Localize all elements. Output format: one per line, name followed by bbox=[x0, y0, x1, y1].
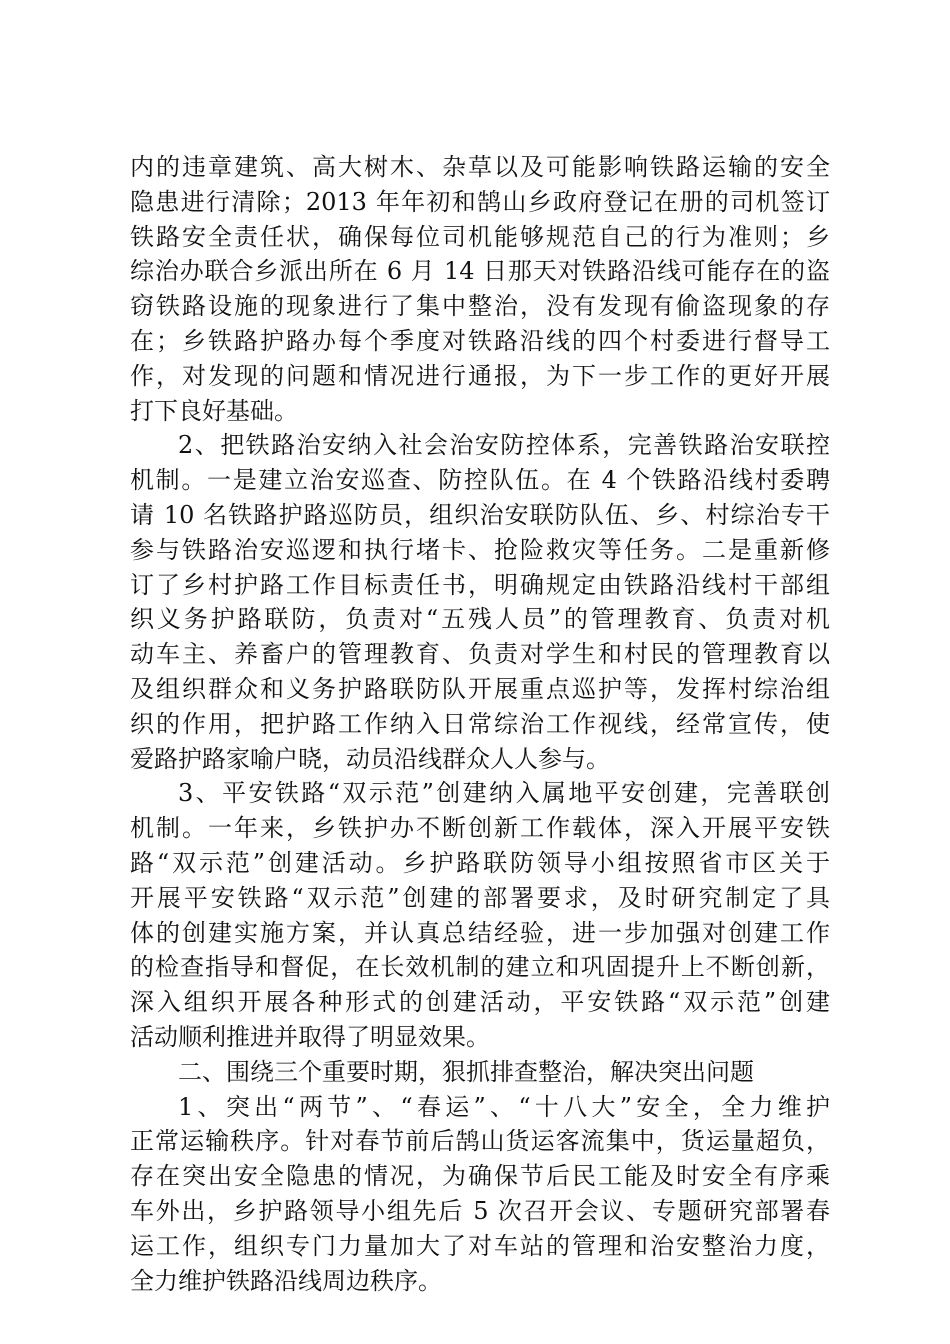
text-line: 作，对发现的问题和情况进行通报，为下一步工作的更好开展 bbox=[130, 361, 830, 390]
text-line: 综治办联合乡派出所在 6 月 14 日那天对铁路沿线可能存在的盗 bbox=[130, 257, 830, 286]
text-line: 参与铁路治安巡逻和执行堵卡、抢险救灾等任务。二是重新修 bbox=[130, 535, 830, 564]
text-line: 织义务护路联防，负责对“五残人员”的管理教育、负责对机 bbox=[130, 605, 830, 634]
text-line: 爱路护路家喻户晓，动员沿线群众人人参与。 bbox=[130, 744, 610, 773]
text-line: 隐患进行清除；2013 年年初和鹄山乡政府登记在册的司机签订 bbox=[130, 187, 830, 216]
section-heading: 二、围绕三个重要时期，狠抓排查整治，解决突出问题 bbox=[178, 1057, 754, 1086]
text-line: 窃铁路设施的现象进行了集中整治，没有发现有偷盗现象的存 bbox=[130, 292, 830, 321]
paragraph-first-line: 1、突出“两节”、“春运”、“十八大”安全，全力维护 bbox=[178, 1092, 830, 1121]
text-line: 请 10 名铁路护路巡防员，组织治安联防队伍、乡、村综治专干 bbox=[130, 500, 830, 529]
text-line: 打下良好基础。 bbox=[130, 396, 298, 425]
text-line: 深入组织开展各种形式的创建活动，平安铁路“双示范”创建 bbox=[130, 988, 830, 1017]
text-line: 铁路安全责任状，确保每位司机能够规范自己的行为准则；乡 bbox=[130, 222, 830, 251]
text-line: 活动顺利推进并取得了明显效果。 bbox=[130, 1022, 490, 1051]
text-line: 机制。一是建立治安巡查、防控队伍。在 4 个铁路沿线村委聘 bbox=[130, 466, 830, 495]
text-line: 内的违章建筑、高大树木、杂草以及可能影响铁路运输的安全 bbox=[130, 153, 830, 181]
text-line: 全力维护铁路沿线周边秩序。 bbox=[130, 1266, 442, 1295]
text-line: 开展平安铁路“双示范”创建的部署要求，及时研究制定了具 bbox=[130, 883, 830, 912]
text-line: 织的作用，把护路工作纳入日常综治工作视线，经常宣传，使 bbox=[130, 709, 830, 738]
text-line: 正常运输秩序。针对春节前后鹄山货运客流集中，货运量超负， bbox=[130, 1127, 830, 1156]
text-line: 车外出，乡护路领导小组先后 5 次召开会议、专题研究部署春 bbox=[130, 1196, 830, 1225]
text-line: 的检查指导和督促，在长效机制的建立和巩固提升上不断创新， bbox=[130, 953, 830, 982]
text-line: 订了乡村护路工作目标责任书，明确规定由铁路沿线村干部组 bbox=[130, 570, 830, 599]
text-line: 运工作，组织专门力量加大了对车站的管理和治安整治力度， bbox=[130, 1231, 830, 1260]
text-line: 及组织群众和义务护路联防队开展重点巡护等，发挥村综治组 bbox=[130, 674, 830, 703]
text-line: 路“双示范”创建活动。乡护路联防领导小组按照省市区关于 bbox=[130, 848, 830, 877]
document-page bbox=[130, 150, 830, 1298]
text-line: 存在突出安全隐患的情况，为确保节后民工能及时安全有序乘 bbox=[130, 1162, 830, 1191]
text-line: 动车主、养畜户的管理教育、负责对学生和村民的管理教育以 bbox=[130, 640, 830, 669]
paragraph-first-line: 3、平安铁路“双示范”创建纳入属地平安创建，完善联创 bbox=[178, 779, 830, 808]
paragraph-first-line: 2、把铁路治安纳入社会治安防控体系，完善铁路治安联控 bbox=[178, 431, 830, 460]
text-line: 体的创建实施方案，并认真总结经验，进一步加强对创建工作 bbox=[130, 918, 830, 947]
text-line: 在；乡铁路护路办每个季度对铁路沿线的四个村委进行督导工 bbox=[130, 326, 830, 355]
text-line: 机制。一年来，乡铁护办不断创新工作载体，深入开展平安铁 bbox=[130, 814, 830, 843]
